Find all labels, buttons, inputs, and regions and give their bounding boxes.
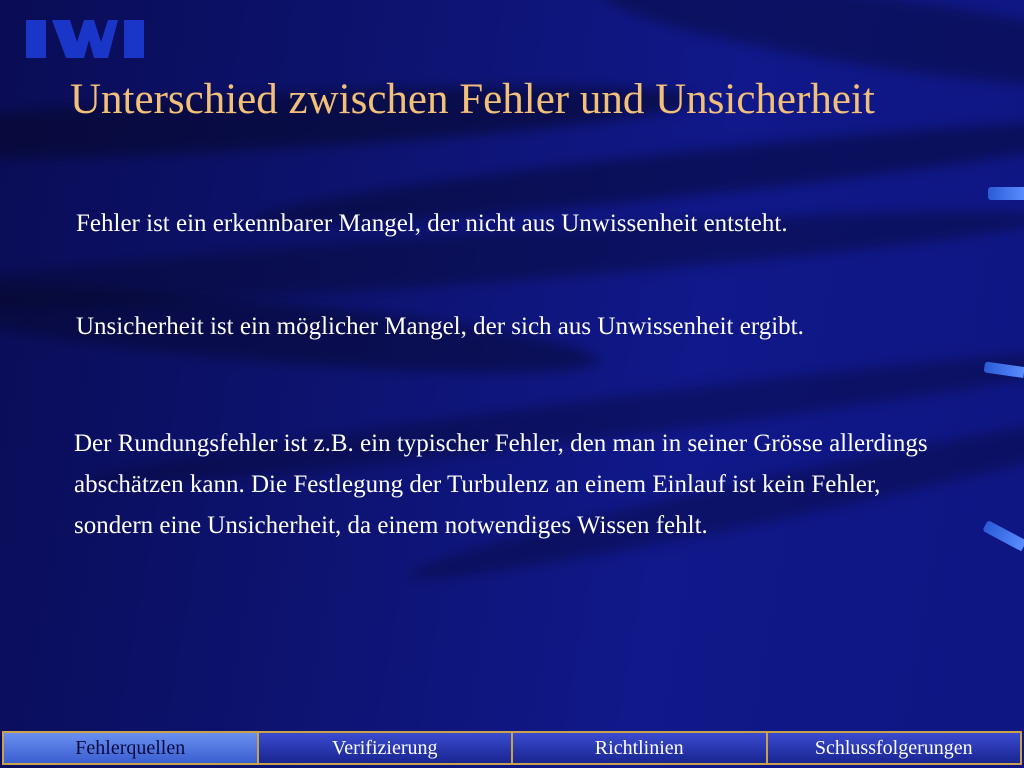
nav-item-richtlinien[interactable]: Richtlinien xyxy=(511,733,766,763)
edge-accent-mark xyxy=(988,187,1024,200)
slide-title: Unterschied zwischen Fehler und Unsicherheit xyxy=(70,76,875,123)
edge-accent-mark xyxy=(982,520,1024,551)
nav-item-schlussfolgerungen[interactable]: Schlussfolgerungen xyxy=(766,733,1021,763)
nav-item-fehlerquellen[interactable]: Fehlerquellen xyxy=(4,733,257,763)
definition-unsicherheit: Unsicherheit ist ein möglicher Mangel, der sich aus Unwissenheit ergibt. xyxy=(76,313,804,340)
nav-item-verifizierung[interactable]: Verifizierung xyxy=(257,733,512,763)
iwi-logo xyxy=(22,16,150,62)
example-paragraph: Der Rundungsfehler ist z.B. ein typischer Fehler, den man in seiner Grösse allerdings abschätzen kann. Die Festlegung der Turbulenz an einem Einlauf ist kein Fehler, sondern eine Unsicherheit, da einem notwendiges Wissen fehlt. xyxy=(74,430,928,539)
bottom-navigation xyxy=(2,731,1022,765)
definition-fehler: Fehler ist ein erkennbarer Mangel, der nicht aus Unwissenheit entsteht. xyxy=(76,210,788,237)
